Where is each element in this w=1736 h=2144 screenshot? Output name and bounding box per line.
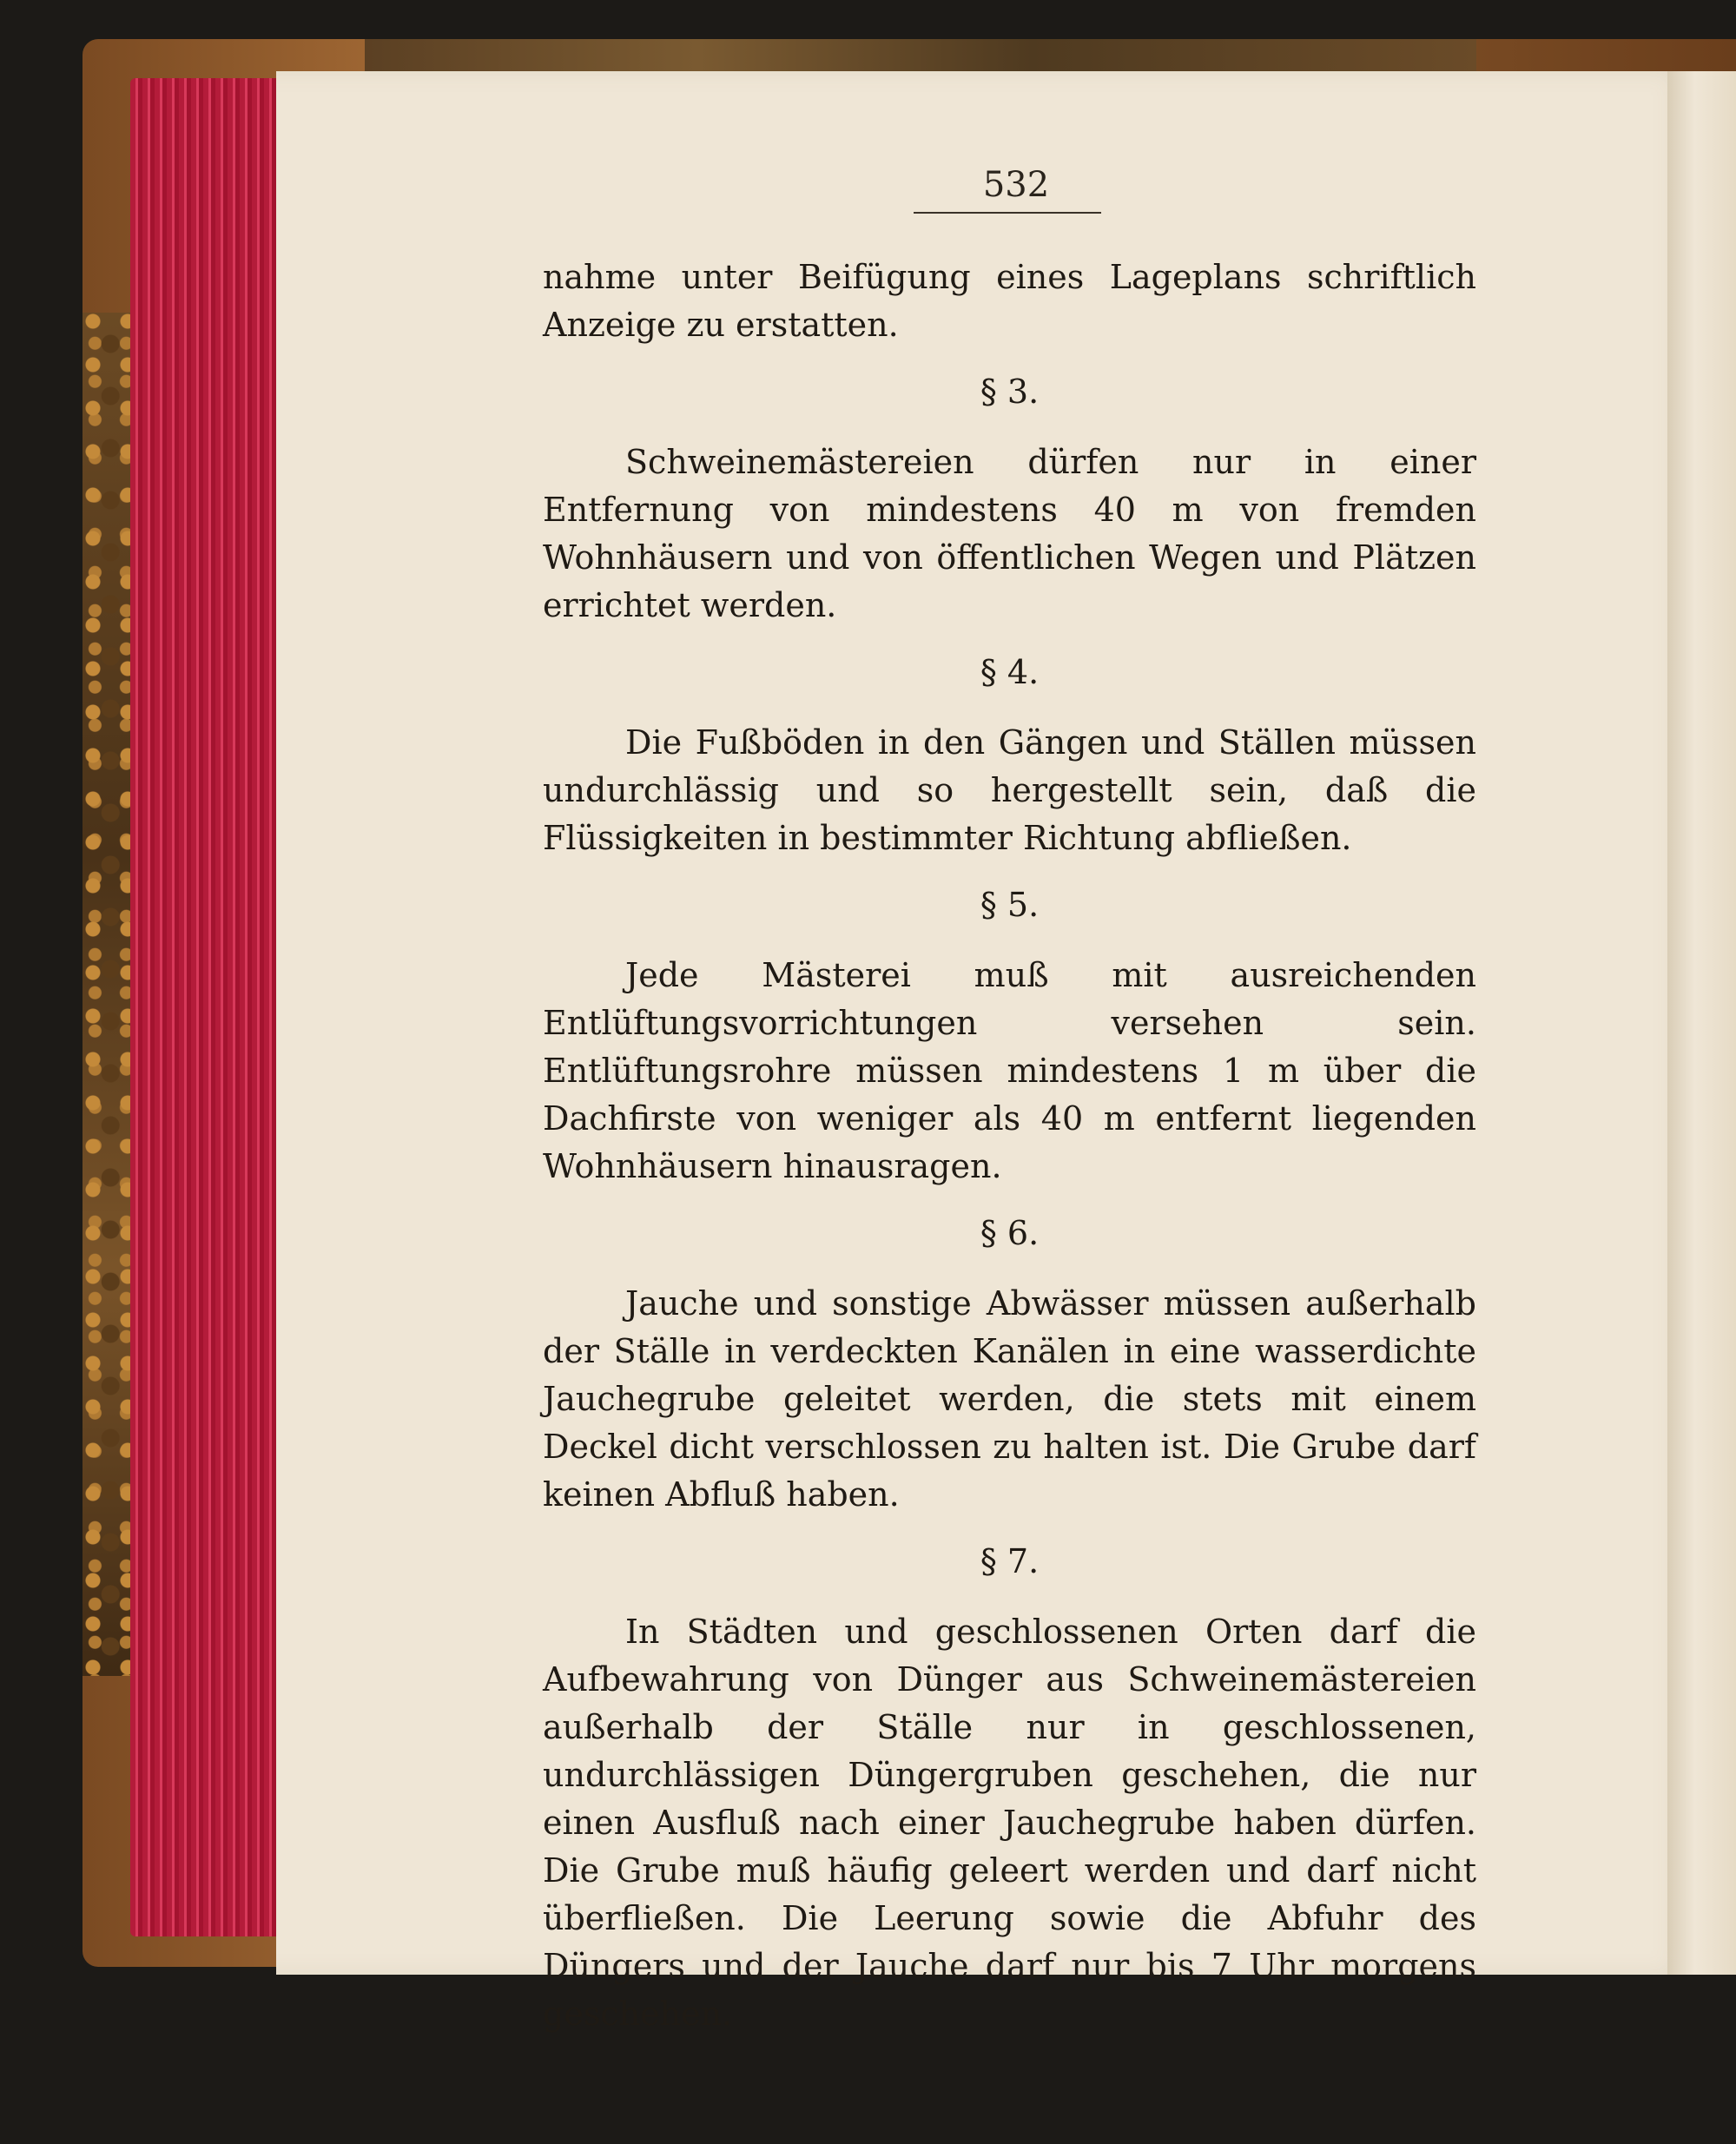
- section-heading-7: § 7.: [980, 1542, 1040, 1580]
- page-gutter: [1667, 71, 1736, 1975]
- paragraph-section-6: Jauche und sonstige Abwässer müssen außerhalb der Ställe in verdeckten Kanälen in eine wasserdichte Jauchegrube geleitet werden, die stets mit einem Deckel dicht verschlossen zu halten ist. Die Grube darf keinen Abfluß haben.: [543, 1284, 1476, 1514]
- continuation-text: nahme unter Beifügung eines Lageplans schriftlich Anzeige zu erstatten.: [543, 258, 1476, 344]
- section-heading-4: § 4.: [980, 653, 1040, 691]
- paragraph-section-4: Die Fußböden in den Gängen und Ställen müssen undurchlässig und so hergestellt sein, daß die Flüssigkeiten in bestimmter Richtung abfließen.: [543, 723, 1476, 857]
- marbled-cover-top: [365, 39, 1476, 74]
- page-edges: [130, 78, 282, 1936]
- paragraph-section-7: In Städten und geschlossenen Orten darf die Aufbewahrung von Dünger aus Schweinemästereien außerhalb der Ställe nur in geschlossenen, undurchlässigen Düngergruben geschehen, die nur einen Ausfluß nach einer Jauchegrube haben dürfen. Die Grube muß häufig geleert werden und darf nicht überfließen. Die Leerung sowie die Abfuhr des Düngers und der Jauche darf nur bis 7 Uhr morgens geschehen.: [543, 1613, 1476, 2033]
- section-heading-6: § 6.: [980, 1214, 1040, 1252]
- paragraph-section-3: Schweinemästereien dürfen nur in einer Entfernung von mindestens 40 m von fremden Wohnhäusern und von öffentlichen Wegen und Plätzen errichtet werden.: [543, 443, 1476, 624]
- paragraph-section-5: Jede Mästerei muß mit ausreichenden Entlüftungsvorrichtungen versehen sein. Entlüftungsrohre müssen mindestens 1 m über die Dachfirste von weniger als 40 m entfernt liegenden Wohnhäusern hinausragen.: [543, 956, 1476, 1185]
- section-heading-3: § 3.: [980, 373, 1040, 411]
- header-rule: [914, 212, 1101, 214]
- page-body: [543, 254, 1476, 2038]
- page-number: 532: [982, 165, 1050, 205]
- section-heading-5: § 5.: [980, 886, 1040, 924]
